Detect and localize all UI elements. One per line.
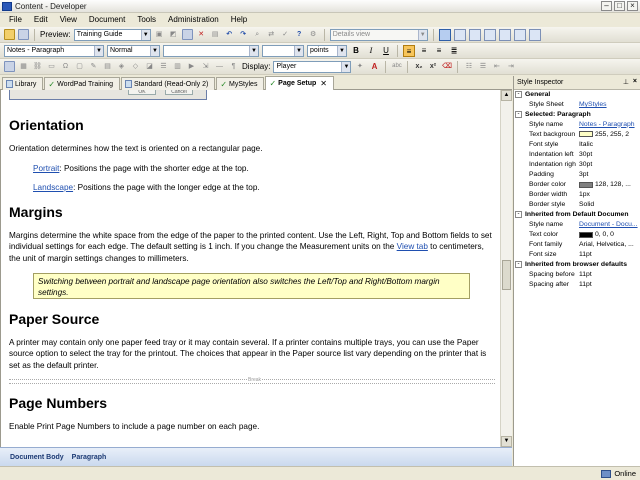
close-icon[interactable]: × xyxy=(627,1,638,11)
scroll-up-icon[interactable]: ▲ xyxy=(501,90,512,101)
connection-status xyxy=(601,469,636,478)
print-icon[interactable]: ▣ xyxy=(155,31,163,38)
tab-label: Page Setup xyxy=(278,80,317,87)
maximize-icon[interactable]: □ xyxy=(614,1,625,11)
save-icon[interactable] xyxy=(18,29,29,40)
page-numbers-paragraph: Enable Print Page Numbers to include a page number on each page. xyxy=(9,422,260,431)
display-select[interactable] xyxy=(273,61,351,73)
prop-spacing-after: Spacing after 11pt xyxy=(529,280,592,288)
prop-spacing-before: Spacing before 11pt xyxy=(529,270,592,278)
checkmark-icon: ✓ xyxy=(269,79,277,88)
toolbar-separator xyxy=(385,61,386,73)
margins-text-2: to centimeters, the unit of margin settings changes to millimeters. xyxy=(9,242,484,263)
condition-icon[interactable]: ◈ xyxy=(118,63,125,70)
print-preview-icon[interactable]: ◩ xyxy=(169,31,177,38)
prop-padding: Padding 3pt xyxy=(529,171,589,179)
link-icon[interactable]: ⛓ xyxy=(33,63,42,70)
preview-label: Preview: xyxy=(40,30,71,39)
menu-administration[interactable]: Administration xyxy=(168,15,219,24)
index-icon[interactable]: ☰ xyxy=(160,63,167,70)
inspector-title: Style Inspector xyxy=(517,79,564,86)
display-select-value: Player xyxy=(276,63,297,70)
app-icon xyxy=(2,2,12,11)
landscape-text: : Positions the page with the longer edge at the top. xyxy=(73,183,260,192)
prop-border-style: Border style Solid xyxy=(529,201,595,209)
section-default-document[interactable]: - Inherited from Default Documen xyxy=(514,210,640,220)
chevron-down-icon: ▼ xyxy=(94,46,103,56)
help-icon[interactable]: ? xyxy=(297,31,302,38)
tab-label: WordPad Training xyxy=(57,80,114,88)
content-toolbar xyxy=(0,59,640,75)
increase-indent-icon[interactable]: ⇥ xyxy=(508,63,514,70)
view-select[interactable] xyxy=(330,29,428,41)
tab-page-setup[interactable] xyxy=(265,76,334,90)
style-select-value: Notes - Paragraph xyxy=(7,47,65,54)
chevron-down-icon: ▼ xyxy=(294,46,303,56)
status-bar xyxy=(0,466,640,480)
tab-library[interactable] xyxy=(2,77,43,90)
document-icon xyxy=(6,80,13,88)
window-title: Content - Developer xyxy=(15,1,87,11)
chevron-down-icon: ▼ xyxy=(418,30,427,40)
element-path-bar xyxy=(0,447,512,466)
style-sheet-link[interactable]: MyStyles xyxy=(579,101,607,109)
menu-edit[interactable]: Edit xyxy=(33,15,48,24)
chevron-down-icon: ▼ xyxy=(337,46,346,56)
special-icon[interactable]: ¶ xyxy=(231,63,236,70)
landscape-link[interactable]: Landscape xyxy=(33,183,74,192)
color-swatch xyxy=(579,232,593,238)
menu-help[interactable]: Help xyxy=(230,15,248,24)
tab-label: Standard (Read-Only 2) xyxy=(134,80,209,88)
chevron-down-icon: ▼ xyxy=(341,62,350,72)
portrait-text: : Positions the page with the shorter edge at the top. xyxy=(59,164,249,173)
bookmark-icon[interactable]: ▭ xyxy=(48,63,55,70)
bulleted-list-icon[interactable]: ☰ xyxy=(479,63,487,70)
underline-button[interactable]: U xyxy=(383,45,389,55)
heading-margins: Margins xyxy=(9,204,63,220)
collapse-icon[interactable]: - xyxy=(515,261,522,268)
toolbar-separator xyxy=(324,29,325,41)
field-icon[interactable]: ▢ xyxy=(76,63,83,70)
superscript-button[interactable]: x² xyxy=(429,63,437,70)
prop-font-size: Font size 11pt xyxy=(529,251,592,259)
chevron-down-icon: ▼ xyxy=(249,46,258,56)
view-select-value: Details view xyxy=(332,31,371,38)
prop-font-style: Font style Italic xyxy=(529,140,593,148)
menu-view[interactable]: View xyxy=(59,15,77,24)
redo-icon[interactable]: ↷ xyxy=(240,31,247,38)
list-view-button[interactable] xyxy=(499,29,511,41)
tree-view-button[interactable] xyxy=(484,29,496,41)
dialog-cancel-button: Cancel xyxy=(165,90,193,95)
decrease-indent-icon[interactable]: ⇤ xyxy=(494,63,500,70)
portrait-link[interactable]: Portrait xyxy=(33,164,60,173)
close-icon[interactable]: × xyxy=(632,78,637,85)
delete-icon[interactable]: ✕ xyxy=(198,31,205,38)
document-scrollbar[interactable] xyxy=(500,90,512,447)
style-select[interactable] xyxy=(4,45,104,57)
prop-border-width: Border width 1px xyxy=(529,191,590,199)
view-tab-link[interactable]: View tab xyxy=(396,242,428,252)
paste-icon[interactable]: ▤ xyxy=(211,31,219,38)
note-box: Switching between portrait and landscape page orientation also switches the Left/Top and Right/Bottom margin settings. xyxy=(33,273,470,299)
toolbar-separator xyxy=(433,29,434,41)
document-icon xyxy=(125,80,132,88)
numbered-list-icon[interactable]: ☷ xyxy=(465,63,473,70)
comment-icon[interactable]: ✎ xyxy=(90,63,97,70)
prop-border-color: Border color 128, 128, ... xyxy=(529,181,631,189)
window-controls xyxy=(601,1,638,11)
subscript-button[interactable]: x₂ xyxy=(415,63,423,70)
section-selected[interactable]: - Selected: Paragraph xyxy=(514,110,640,120)
title-bar xyxy=(0,0,640,13)
menu-document[interactable]: Document xyxy=(88,15,126,24)
dialog-screenshot-fragment xyxy=(9,90,207,100)
preview-select-value: Training Guide xyxy=(76,31,123,38)
section-general[interactable]: - General xyxy=(514,90,640,100)
page-break-label: Break xyxy=(248,377,262,383)
toolbar-separator xyxy=(457,61,458,73)
font-color-icon[interactable]: A xyxy=(371,61,378,71)
spell-check-icon[interactable]: ✓ xyxy=(282,31,289,38)
doc-style-link[interactable]: Document - Docu... xyxy=(579,220,638,228)
glossary-icon[interactable]: ▤ xyxy=(104,63,111,70)
formatting-toolbar xyxy=(0,43,640,59)
prop-font-family: Font family Arial, Helvetica, ... xyxy=(529,241,634,249)
align-center-icon[interactable]: ≡ xyxy=(421,45,427,55)
online-label: Online xyxy=(614,469,636,478)
chevron-down-icon: ▼ xyxy=(150,46,159,56)
standard-toolbar xyxy=(0,27,640,43)
replace-icon[interactable]: ⇄ xyxy=(268,31,275,38)
margins-text-1: Margins determine the white space from the edge of the paper to the printed content. Use the Left, Right, Top and Bottom fields to set individual settings for each edge. The default setting is 1 inch. If you change the Measurement units on the xyxy=(9,231,492,252)
dialog-ok-button: OK xyxy=(128,90,156,95)
open-folder-icon[interactable] xyxy=(4,29,15,40)
align-right-icon[interactable]: ≡ xyxy=(436,45,442,55)
prop-indent-left: Indentation left 30pt xyxy=(529,150,593,158)
checkmark-icon: ✓ xyxy=(48,79,56,89)
heading-page-numbers: Page Numbers xyxy=(9,395,108,411)
document-editor[interactable] xyxy=(0,90,500,447)
scroll-thumb[interactable] xyxy=(502,260,511,290)
pin-icon[interactable]: ⊥ xyxy=(622,79,629,86)
orientation-intro: Orientation determines how the text is oriented on a rectangular page. xyxy=(9,144,263,153)
symbol-icon[interactable]: Ω xyxy=(62,63,69,70)
strikethrough-button[interactable]: abc xyxy=(392,63,402,69)
toolbar-separator xyxy=(397,45,398,57)
menu-tools[interactable]: Tools xyxy=(137,15,157,24)
collapse-icon[interactable]: - xyxy=(515,111,522,118)
prop-indent-right: Indentation righ 30pt xyxy=(529,161,593,169)
checkmark-icon: ✓ xyxy=(220,79,228,89)
portrait-paragraph xyxy=(33,163,493,174)
document-tabs xyxy=(0,76,512,90)
landscape-paragraph xyxy=(33,182,493,193)
detail-view-button[interactable] xyxy=(514,29,526,41)
display-label: Display: xyxy=(242,62,271,71)
paragraph-select-value: Normal xyxy=(110,47,133,54)
path-paragraph[interactable]: Paragraph xyxy=(71,453,107,461)
source-view-button[interactable] xyxy=(469,29,481,41)
tab-label: Library xyxy=(15,80,37,88)
collapse-icon[interactable]: - xyxy=(515,91,522,98)
network-icon xyxy=(601,470,611,478)
preview-select[interactable] xyxy=(74,29,151,41)
heading-paper-source: Paper Source xyxy=(9,311,100,327)
media-icon[interactable]: ▶ xyxy=(188,63,195,70)
toc-icon[interactable]: ▥ xyxy=(174,63,181,70)
prop-text-color: Text color 0, 0, 0 xyxy=(529,231,614,239)
page-break xyxy=(9,379,495,384)
toolbar-separator xyxy=(34,29,35,41)
section-browser-defaults[interactable]: - Inherited from browser defaults xyxy=(514,260,640,270)
rule-icon[interactable]: ― xyxy=(216,63,223,70)
align-left-icon[interactable]: ≡ xyxy=(403,45,415,57)
undo-icon[interactable]: ↶ xyxy=(226,31,233,38)
color-swatch xyxy=(579,182,593,188)
highlight-icon[interactable]: ✦ xyxy=(357,63,363,70)
snippet-icon[interactable]: ◪ xyxy=(146,63,153,70)
minimize-icon[interactable]: – xyxy=(601,1,612,11)
menu-bar xyxy=(0,13,640,26)
font-select[interactable] xyxy=(163,45,259,57)
size-select[interactable] xyxy=(262,45,304,57)
chevron-down-icon: ▼ xyxy=(141,30,150,40)
units-select-value: points xyxy=(310,47,329,54)
tab-mystyles[interactable] xyxy=(216,77,264,90)
justify-icon[interactable]: ≣ xyxy=(450,45,458,55)
inspector-header xyxy=(514,76,640,90)
prop-text-background: Text backgroun 255, 255, 2 xyxy=(529,130,630,138)
path-document-body[interactable]: Document Body xyxy=(10,453,64,461)
clear-format-icon[interactable]: ⌫ xyxy=(442,63,452,70)
tab-label: MyStyles xyxy=(229,80,258,88)
table-icon[interactable] xyxy=(4,61,15,72)
style-inspector-panel xyxy=(513,76,640,466)
toolbar-separator xyxy=(407,61,408,73)
split-view-button[interactable] xyxy=(454,29,466,41)
italic-button[interactable]: I xyxy=(369,45,373,55)
prop-style-sheet: Style Sheet MyStyles xyxy=(514,100,640,110)
paper-source-paragraph: A printer may contain only one paper feed tray or it may contain several. If a printer contains multiple trays, you can use the Paper source option to select the tray for the printout. The choices that appear in the Paper source list vary depending on the printer that is set as the default printer. xyxy=(9,338,487,370)
image-icon[interactable]: ▦ xyxy=(20,63,27,70)
prop-style-name: Style name Notes - Paragraph xyxy=(514,119,640,129)
paragraph-select[interactable] xyxy=(107,45,160,57)
tab-wordpad-training[interactable] xyxy=(44,77,120,90)
scroll-down-icon[interactable]: ▼ xyxy=(501,436,512,447)
bold-button[interactable]: B xyxy=(353,45,359,55)
copy-icon[interactable] xyxy=(182,29,193,40)
close-tab-icon[interactable]: ✕ xyxy=(320,79,327,88)
break-icon[interactable]: ⇲ xyxy=(202,63,209,70)
units-select[interactable] xyxy=(307,45,347,57)
margins-paragraph xyxy=(9,230,495,264)
tab-standard[interactable] xyxy=(121,77,215,90)
prop-doc-style-name: Style name Document - Docu... xyxy=(514,219,640,229)
layout-view-button[interactable] xyxy=(439,29,451,41)
panel-view-button[interactable] xyxy=(529,29,541,41)
tools-icon[interactable]: ⚙ xyxy=(310,31,317,38)
menu-file[interactable]: File xyxy=(9,15,22,24)
variable-icon[interactable]: ◇ xyxy=(132,63,139,70)
find-icon[interactable]: ⌕ xyxy=(255,31,260,38)
heading-orientation: Orientation xyxy=(9,117,84,133)
style-name-link[interactable]: Notes - Paragraph xyxy=(579,120,635,128)
color-swatch xyxy=(579,131,593,137)
collapse-icon[interactable]: - xyxy=(515,211,522,218)
